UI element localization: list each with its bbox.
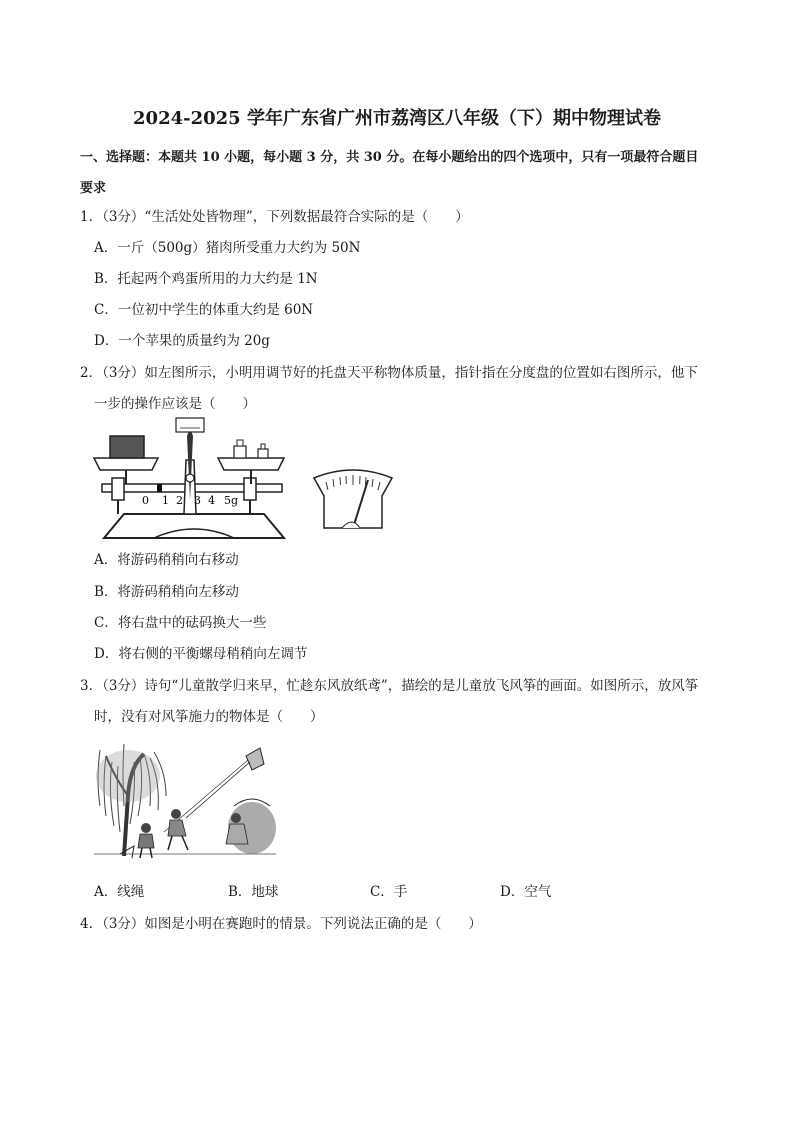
q3-option-d: D．空气 [500,884,552,900]
q2-option-a: A．将游码稍稍向右移动 [94,552,239,568]
q3-option-a: A．线绳 [94,884,145,900]
q2-option-b: B．将游码稍稍向左移动 [94,584,239,600]
question-2-stem-line1: 2．（3分）如左图所示，小明用调节好的托盘天平称物体质量，指针指在分度盘的位置如右图所示，他下 [80,365,698,381]
scale-label-3: 3 [194,494,201,507]
scale-label-5g: 5g [224,494,239,507]
section-heading-line2: 要求 [80,181,107,196]
q1-option-d: D．一个苹果的质量约为 20g [94,333,270,349]
question-2-stem-line2: 一步的操作应该是（ ） [94,396,256,412]
q3-option-b: B．地球 [228,884,279,900]
balance-scale-figure [94,416,294,540]
q2-option-c: C．将右盘中的砝码换大一些 [94,615,267,631]
kite-flying-illustration [94,736,276,866]
page-title: 2024-2025 学年广东省广州市荔湾区八年级（下）期中物理试卷 [133,108,661,129]
q1-option-a: A．一斤（500g）猪肉所受重力大约为 50N [94,240,361,256]
q3-option-c: C．手 [370,884,408,900]
question-1-stem: 1．（3分）“生活处处皆物理”，下列数据最符合实际的是（ ） [80,209,469,225]
section-heading-line1: 一、选择题：本题共 10 小题，每小题 3 分，共 30 分。在每小题给出的四个选项中，只有一项最符合题目 [80,150,699,165]
scale-label-1: 1 [162,494,169,507]
q1-option-c: C．一位初中学生的体重大约是 60N [94,302,314,318]
q1-option-b: B．托起两个鸡蛋所用的力大约是 1N [94,271,318,287]
q2-option-d: D．将右侧的平衡螺母稍稍向左调节 [94,646,308,662]
division-dial-figure [312,466,394,532]
question-4-stem: 4．（3分）如图是小明在赛跑时的情景。下列说法正确的是（ ） [80,916,482,932]
scale-label-0: 0 [142,494,149,507]
question-3-stem-line2: 时，没有对风筝施力的物体是（ ） [94,709,324,725]
scale-label-2: 2 [176,494,183,507]
question-3-stem-line1: 3．（3分）诗句“儿童散学归来早，忙趁东风放纸鸢”，描绘的是儿童放飞风筝的画面。如图所示，放风筝 [80,678,699,694]
q3-options-row [94,880,654,900]
scale-label-4: 4 [208,494,215,507]
